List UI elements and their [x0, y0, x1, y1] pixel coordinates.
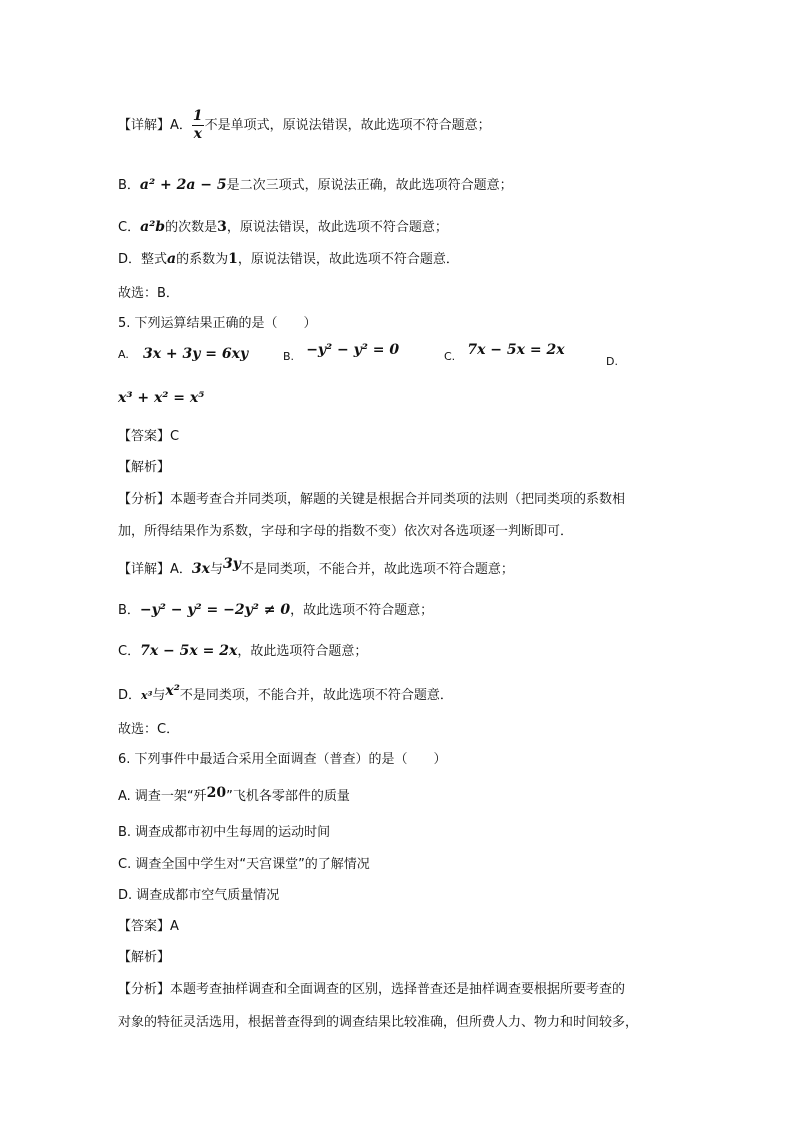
line-prefix: C． [118, 220, 141, 235]
q5-option-b [283, 342, 400, 364]
math-number: 20 [206, 785, 227, 801]
line-mid: 与 [152, 688, 166, 703]
q5-option-c [444, 342, 565, 364]
q5-analysis-1: 【分析】本题考查合并同类项，解题的关键是根据合并同类项的法则（把同类项的系数相 [118, 492, 626, 507]
math-expression: 3x [191, 561, 210, 577]
q6-analysis-1: 【分析】本题考查抽样调查和全面调查的区别，选择普查还是抽样调查要根据所要考查的 [118, 982, 626, 997]
line-mid: 与 [210, 562, 224, 577]
q6-analysis-head: 【解析】 [118, 950, 171, 965]
line-prefix: B． [118, 178, 140, 193]
line-prefix: D． [118, 688, 142, 703]
line-prefix: 【详解】A． [118, 118, 192, 133]
q5-detail-c [118, 640, 367, 659]
detail-line-c [118, 216, 448, 235]
q6-option-c: C. 调查全国中学生对“天宫课堂”的了解情况 [118, 857, 370, 872]
math-expression: −y² − y² = 0 [306, 342, 400, 358]
math-number: 3 [217, 219, 227, 235]
question-6-stem: 6. 下列事件中最适合采用全面调查（普查）的是（ ） [118, 752, 447, 767]
q5-detail-b [118, 599, 433, 618]
detail-line-b [118, 174, 513, 193]
line-prefix: C． [118, 644, 141, 659]
q6-option-d: D. 调查成都市空气质量情况 [118, 888, 280, 903]
line-text: 是二次三项式，原说法正确，故此选项符合题意； [226, 178, 513, 193]
line-prefix: D．整式 [118, 252, 168, 267]
q5-option-d-math [118, 390, 204, 406]
line-text: ，原说法错误，故此选项不符合题意． [237, 252, 459, 267]
option-label: D. [606, 355, 618, 368]
option-text: ”飞机各零部件的质量 [226, 789, 350, 804]
q5-detail-a [118, 558, 514, 577]
detail-line-a [118, 108, 491, 143]
line-text: 不是同类项，不能合并，故此选项不符合题意； [240, 562, 514, 577]
line-text: 不是单项式，原说法错误，故此选项不符合题意； [204, 118, 491, 133]
math-expression: a² + 2a − 5 [139, 177, 227, 193]
math-expression: 3x + 3y = 6xy [142, 346, 249, 362]
choose-line: 故选：B． [118, 286, 179, 301]
q5-analysis-head: 【解析】 [118, 460, 171, 475]
math-expression: 3y [223, 556, 241, 572]
line-prefix: B． [118, 603, 140, 618]
math-expression: a [167, 251, 177, 267]
math-number: 1 [228, 251, 238, 267]
math-expression: 7x − 5x = 2x [467, 342, 565, 358]
q5-choose: 故选：C． [118, 722, 180, 737]
q5-detail-d [118, 684, 453, 703]
math-expression: x³ + x² = x⁵ [118, 390, 205, 406]
math-expression: 7x − 5x = 2x [140, 643, 238, 659]
q5-answer: 【答案】C [118, 429, 180, 444]
q6-option-a [118, 785, 350, 804]
line-text: ，故此选项符合题意； [237, 644, 368, 659]
line-mid: 的系数为 [176, 252, 229, 267]
option-label: B. [283, 350, 295, 363]
q5-option-d [606, 354, 618, 369]
line-prefix: 【详解】A． [118, 562, 192, 577]
math-expression: a²b [140, 219, 166, 235]
math-expression: −y² − y² = −2y² ≠ 0 [139, 602, 291, 618]
math-expression: x³ [141, 689, 153, 702]
math-expression: x² [165, 683, 180, 699]
detail-line-d [118, 248, 459, 267]
fraction-1-over-x: $\frac{1}{x}$ [192, 108, 203, 142]
option-label: C. [444, 350, 456, 363]
q5-option-a [118, 346, 248, 362]
line-mid: 的次数是 [165, 220, 218, 235]
line-text: ，故此选项不符合题意； [290, 603, 434, 618]
option-prefix: A. 调查一架“歼 [118, 789, 207, 804]
q6-option-b: B. 调查成都市初中生每周的运动时间 [118, 825, 331, 840]
q6-analysis-2: 对象的特征灵活选用，根据普查得到的调查结果比较准确，但所费人力、物力和时间较多， [118, 1015, 639, 1030]
line-text: ，原说法错误，故此选项不符合题意； [226, 220, 448, 235]
option-label: A. [118, 348, 129, 361]
q6-answer: 【答案】A [118, 919, 179, 934]
q5-analysis-2: 加，所得结果作为系数，字母和字母的指数不变）依次对各选项逐一判断即可． [118, 524, 574, 539]
question-5-stem: 5. 下列运算结果正确的是（ ） [118, 316, 317, 331]
line-text: 不是同类项，不能合并，故此选项不符合题意． [179, 688, 453, 703]
